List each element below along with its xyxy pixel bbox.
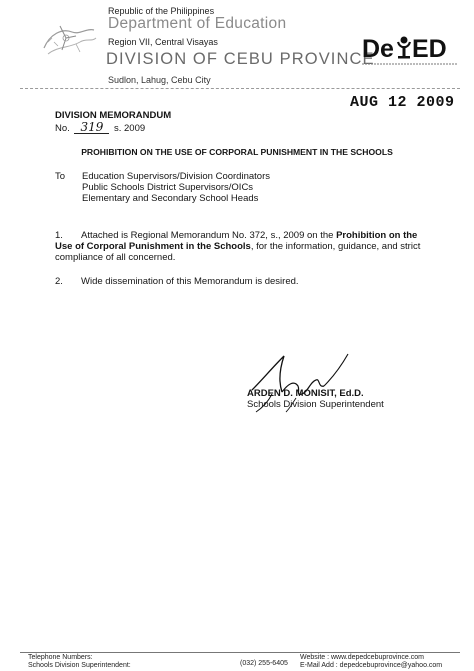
sds-phone: (032) 255-6405	[240, 660, 288, 667]
paragraph-number: 2.	[55, 276, 63, 287]
sds-label: Schools Division Superintendent:	[28, 662, 131, 669]
division-name: DIVISION OF CEBU PROVINCE	[106, 50, 375, 68]
deped-logo-icon	[362, 33, 458, 63]
division-address: Sudlon, Lahug, Cebu City	[108, 75, 211, 85]
department-name: Department of Education	[108, 15, 287, 32]
svg-text:De: De	[362, 35, 394, 63]
recipient-list	[82, 171, 270, 204]
paragraph-bold-title: Prohibition on the Use of Corporal Punishment in the Schools	[55, 230, 418, 253]
recipient-item: Elementary and Secondary School Heads	[82, 193, 259, 204]
recipient-item: Education Supervisors/Division Coordinators	[82, 171, 270, 182]
recipient-item: Public Schools District Supervisors/OICs	[82, 182, 254, 193]
memo-number: 319	[74, 121, 109, 134]
signatory-name: ARDEN D. MONISIT, Ed.D.	[247, 388, 364, 399]
email-text: E-Mail Add : depedcebuprovince@yahoo.com	[300, 662, 443, 669]
republic-text: Republic of the Philippines	[108, 6, 215, 16]
memo-subject: PROHIBITION ON THE USE OF CORPORAL PUNISHMENT IN THE SCHOOLS	[81, 147, 393, 157]
telephone-label: Telephone Numbers:	[28, 654, 93, 661]
signatory-title: Schools Division Superintendent	[247, 399, 384, 410]
paragraph-1	[55, 230, 435, 264]
memo-no-label: No.	[55, 123, 70, 134]
deped-seal-icon	[36, 8, 102, 72]
memo-number-line	[55, 121, 145, 134]
memo-type: DIVISION MEMORANDUM	[55, 110, 172, 121]
date-received-stamp: AUG 12 2009	[350, 94, 455, 111]
letterhead-divider	[20, 88, 460, 89]
footer-telephone	[28, 654, 131, 670]
region-text: Region VII, Central Visayas	[108, 37, 218, 47]
footer-contact	[300, 654, 442, 670]
paragraph-text: Attached is Regional Memorandum No. 372, s., 2009 on the	[81, 230, 337, 241]
paragraph-2	[55, 276, 435, 287]
paragraph-text-end: , for the information, guidance, and strict compliance of all concerned.	[55, 241, 421, 264]
memo-series: s. 2009	[113, 123, 146, 134]
paragraph-number: 1.	[55, 230, 63, 241]
to-label: To	[55, 171, 66, 182]
paragraph-text: Wide dissemination of this Memorandum is desired.	[81, 276, 299, 287]
svg-text:ED: ED	[412, 35, 447, 63]
website-text: Website : www.depedcebuprovince.com	[300, 654, 424, 661]
footer-divider	[20, 652, 460, 653]
logo-underline	[362, 62, 458, 66]
